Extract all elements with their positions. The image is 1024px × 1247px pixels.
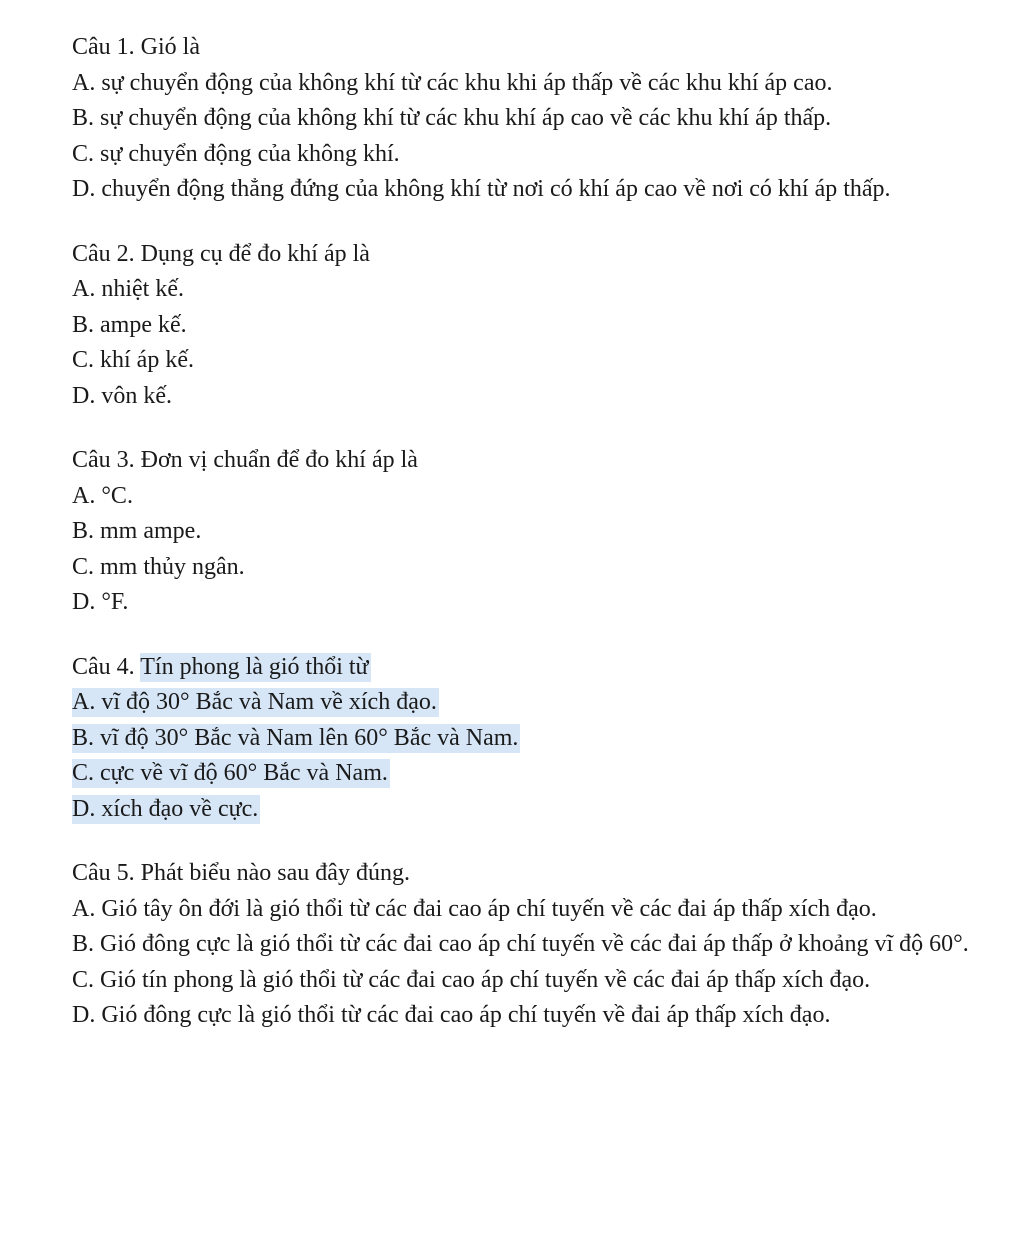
question-5-stem: Câu 5. Phát biểu nào sau đây đúng. (72, 860, 410, 886)
question-1-option-d: D. chuyển động thẳng đứng của không khí từ nơi có khí áp cao về nơi có khí áp thấp. (72, 176, 891, 202)
question-4-option-b-line (72, 721, 972, 757)
question-1-option-a: A. sự chuyển động của không khí từ các khu khi áp thấp về các khu khí áp cao. (72, 69, 833, 96)
question-4-stem-line (72, 650, 972, 686)
question-1-option-c: C. sự chuyển động của không khí. (72, 140, 400, 167)
question-2-option-d: D. vôn kế. (72, 382, 172, 409)
question-2-option-b: B. ampe kế. (72, 311, 187, 338)
question-5-option-c: C. Gió tín phong là gió thổi từ các đai cao áp chí tuyến về các đai áp thấp xích đạo. (72, 966, 871, 993)
question-3-stem: Câu 3. Đơn vị chuẩn để đo khí áp là (72, 447, 418, 473)
question-2-option-a: A. nhiệt kế. (72, 276, 184, 302)
question-3-option-d: D. °F. (72, 589, 129, 615)
question-5-option-b: B. Gió đông cực là gió thổi từ các đai cao áp chí tuyến về các đai áp thấp ở khoảng vĩ độ 60°. (72, 931, 969, 957)
question-5-option-d: D. Gió đông cực là gió thổi từ các đai cao áp chí tuyến về đai áp thấp xích đạo. (72, 1002, 831, 1028)
question-2 (72, 237, 972, 415)
question-4-number: Câu 4. (72, 653, 141, 680)
question-3-option-b: B. mm ampe. (72, 518, 202, 544)
question-5 (72, 856, 972, 1034)
question-2-option-c: C. khí áp kế. (72, 347, 194, 373)
question-4-option-a-line (72, 685, 972, 721)
question-3-option-c: C. mm thủy ngân. (72, 553, 245, 580)
question-5-option-a: A. Gió tây ôn đới là gió thổi từ các đai cao áp chí tuyến về các đai áp thấp xích đạo. (72, 895, 877, 922)
question-3-option-a: A. °C. (72, 482, 133, 509)
question-4-option-c: C. cực về vĩ độ 60° Bắc và Nam. (72, 760, 388, 786)
question-4-option-d-line (72, 792, 972, 828)
question-2-stem: Câu 2. Dụng cụ để đo khí áp là (72, 240, 370, 267)
question-3 (72, 443, 972, 621)
question-4-option-c-line (72, 756, 972, 792)
question-1-stem: Câu 1. Gió là (72, 34, 200, 60)
question-4-option-b: B. vĩ độ 30° Bắc và Nam lên 60° Bắc và Nam. (72, 724, 519, 751)
question-4-stem-highlighted: Tín phong là gió thổi từ (140, 653, 369, 680)
question-4 (72, 650, 972, 828)
question-1-option-b: B. sự chuyển động của không khí từ các khu khí áp cao về các khu khí áp thấp. (72, 105, 832, 131)
question-4-option-a: A. vĩ độ 30° Bắc và Nam về xích đạo. (72, 689, 437, 715)
question-1 (72, 30, 972, 208)
question-4-option-d: D. xích đạo về cực. (72, 795, 259, 822)
quiz-document (72, 30, 972, 1063)
